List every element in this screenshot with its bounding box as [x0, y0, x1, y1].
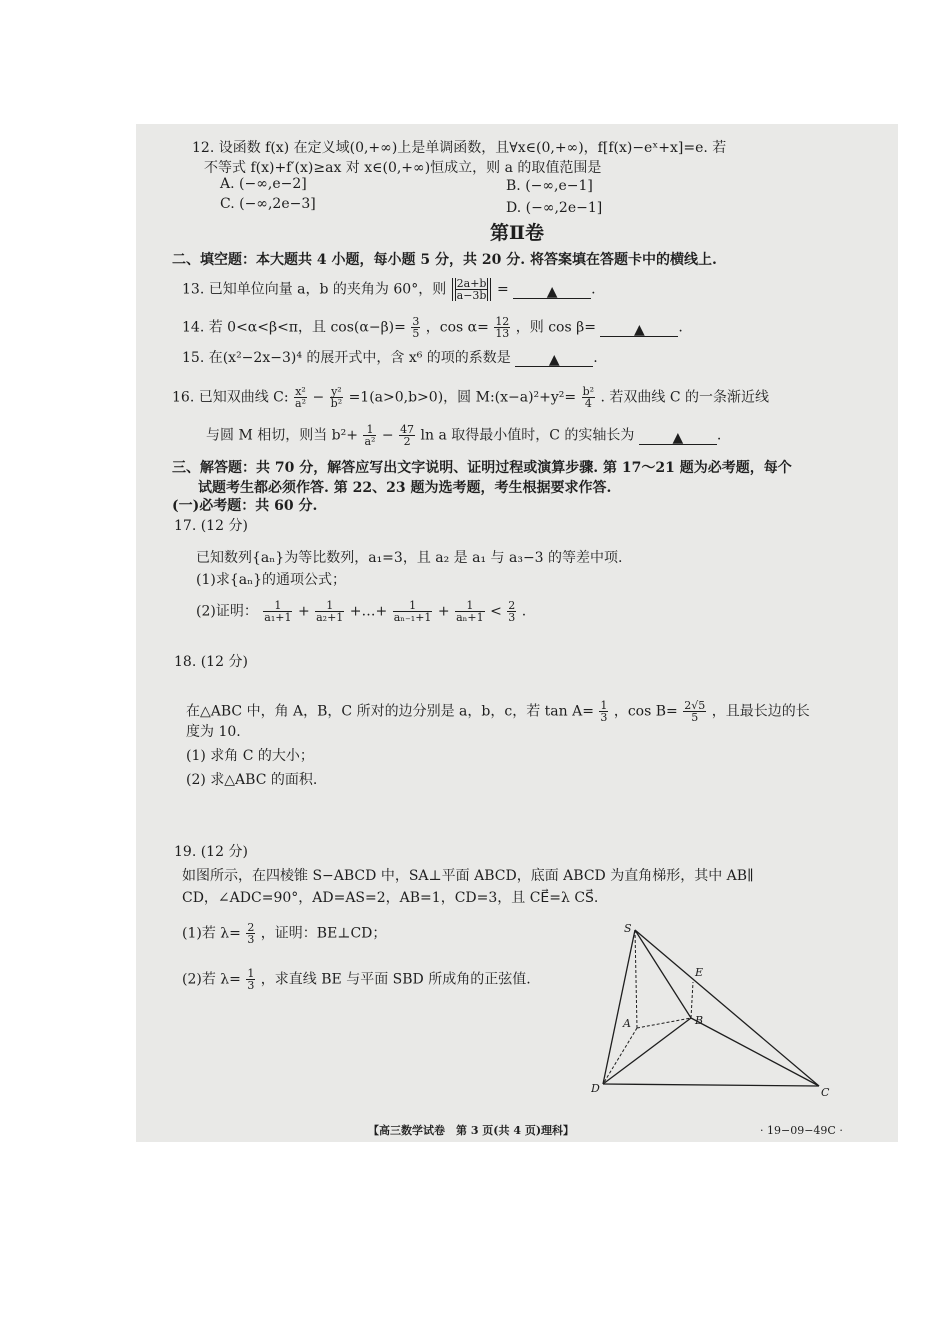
- q15-period: .: [593, 350, 598, 366]
- q16-period: .: [716, 427, 722, 444]
- q13-period: .: [591, 281, 596, 298]
- q14: [182, 316, 683, 339]
- q19-part1: [182, 922, 386, 945]
- solve-heading-1: 三、解答题：共 70 分，解答应写出文字说明、证明过程或演算步骤. 第 17～21 题为必考题，每个: [172, 460, 792, 476]
- q17-term-3: [393, 600, 433, 623]
- q15-answer-blank[interactable]: [515, 350, 593, 367]
- q18-f2-num: 2√5: [684, 699, 706, 712]
- triangle-icon: ▲: [672, 429, 684, 446]
- q14-f2-num: 12: [495, 315, 510, 328]
- q12-option-d: D. (−∞,2e−1]: [506, 200, 603, 216]
- q13-text: 13. 已知单位向量 a，b 的夹角为 60°，则: [182, 281, 447, 298]
- q17-t4-den: aₙ+1: [456, 611, 484, 624]
- q17-part1: (1)求{aₙ}的通项公式；: [196, 572, 347, 588]
- q16-fraction-4: [363, 424, 376, 447]
- triangle-icon: ▲: [548, 352, 560, 368]
- section-2-title: 第Ⅱ卷: [489, 222, 544, 244]
- q16-f3-num: b²: [582, 385, 595, 398]
- q17-t2-num: 1: [315, 600, 344, 612]
- q17-term-4: [455, 600, 485, 623]
- q19-lambda-1: [246, 922, 255, 945]
- exam-code: · 19−09−49C ·: [760, 1124, 843, 1137]
- q18-f1-den: 3: [600, 711, 608, 724]
- q19-p2-text: (2)若 λ=: [182, 971, 241, 988]
- q19-line2: CD，∠ADC=90°，AD=AS=2，AB=1，CD=3，且 CE⃗=λ CS⃗.: [182, 890, 599, 906]
- q16-line1: [172, 386, 769, 409]
- q17-term-1: [263, 600, 292, 623]
- q16-f5-den: 2: [403, 435, 411, 448]
- edge-db: [603, 1018, 691, 1084]
- q17-stem: 已知数列{aₙ}为等比数列，a₁=3，且 a₂ 是 a₁ 与 a₃−3 的等差中项.: [196, 550, 623, 566]
- q14-answer-blank[interactable]: [600, 320, 678, 337]
- label-b: B: [695, 1014, 704, 1027]
- edge-sc: [635, 930, 819, 1086]
- q18-f1-num: 1: [600, 699, 608, 712]
- q17-plus-1: +: [297, 603, 310, 620]
- q16-f2-den: b²: [330, 397, 343, 410]
- q12-line2: 不等式 f(x)+f′(x)≥ax 对 x∈(0,+∞)恒成立，则 a 的取值范围是: [204, 160, 602, 176]
- q19-p2-num: 1: [247, 967, 255, 980]
- label-e: E: [695, 966, 704, 979]
- q14-text: 14. 若 0<α<β<π，且 cos(α−β)=: [182, 319, 406, 336]
- q17-rhs-num: 2: [508, 599, 516, 612]
- q18-mid: ，cos B=: [613, 703, 678, 720]
- q14-f1-den: 5: [412, 327, 420, 340]
- q16-f3-den: 4: [584, 397, 592, 410]
- q12-option-b: B. (−∞,e−1]: [506, 178, 593, 194]
- q16-text: 16. 已知双曲线 C:: [172, 389, 289, 406]
- q14-period: .: [678, 319, 683, 336]
- q15-text: 15. 在(x²−2x−3)⁴ 的展开式中，含 x⁶ 的项的系数是: [182, 350, 511, 366]
- q17-rhs: [507, 600, 516, 623]
- page-footer: 【高三数学试卷 第 3 页(共 4 页)理科】: [368, 1124, 575, 1137]
- q12-option-a: A. (−∞,e−2]: [220, 176, 307, 192]
- q17-title: 17. (12 分): [174, 518, 248, 534]
- q17-plus-2: +: [437, 603, 450, 620]
- q19-p1-post: ，证明：BE⊥CD；: [260, 925, 387, 942]
- q18-text: 在△ABC 中，角 A，B，C 所对的边分别是 a，b，c，若 tan A=: [186, 703, 594, 720]
- q19-line1: 如图所示，在四棱锥 S−ABCD 中，SA⊥平面 ABCD，底面 ABCD 为直角梯形，其中 AB∥: [182, 868, 754, 884]
- q13-denominator: a−3b: [456, 289, 487, 302]
- q13: [182, 278, 596, 301]
- q19-p1-den: 3: [247, 933, 255, 946]
- fill-heading: 二、填空题：本大题共 4 小题，每小题 5 分，共 20 分. 将答案填在答题卡中的横线上.: [172, 252, 717, 268]
- edge-bc: [691, 1018, 819, 1086]
- edge-sd: [603, 930, 635, 1084]
- edge-ad: [603, 1028, 637, 1084]
- q14-f1-num: 3: [412, 315, 420, 328]
- q17-end: .: [521, 603, 527, 620]
- q19-p2-den: 3: [247, 979, 255, 992]
- q17-t1-den: a₁+1: [264, 611, 292, 624]
- label-s: S: [624, 924, 632, 935]
- q18-line2: 度为 10.: [186, 724, 241, 740]
- q19-part2: [182, 968, 531, 991]
- q17-rhs-den: 3: [508, 611, 516, 624]
- edge-be: [691, 982, 693, 1018]
- q12-line1: 12. 设函数 f(x) 在定义域(0,+∞)上是单调函数，且∀x∈(0,+∞)，f[f(x)−eˣ+x]=e. 若: [192, 140, 727, 156]
- label-a: A: [623, 1017, 631, 1030]
- edge-ab: [637, 1018, 691, 1028]
- q17-less-than: <: [490, 603, 502, 620]
- solve-heading-2: 试题考生都必须作答. 第 22、23 题为选考题，考生根据要求作答.: [198, 480, 612, 496]
- q19-title: 19. (12 分): [174, 844, 248, 860]
- q12-option-c: C. (−∞,2e−3]: [220, 196, 316, 212]
- pyramid-figure: [591, 924, 831, 1104]
- q17-dots: +…+: [349, 603, 388, 620]
- q19-p1-text: (1)若 λ=: [182, 925, 241, 942]
- q16-minus: −: [312, 389, 325, 406]
- q14-fraction-1: [411, 316, 420, 339]
- q16-f1-num: x²: [295, 385, 306, 398]
- triangle-icon: ▲: [634, 321, 645, 338]
- q17-t4-num: 1: [455, 600, 485, 612]
- q18-post: ，且最长边的长: [711, 703, 810, 720]
- q16-answer-blank[interactable]: [639, 428, 717, 445]
- q17-t3-den: aₙ₋₁+1: [393, 611, 432, 624]
- label-d: D: [591, 1082, 600, 1095]
- exam-page: [136, 124, 898, 1142]
- q16-mid: =1(a>0,b>0)，圆 M:(x−a)²+y²=: [348, 389, 577, 406]
- q17-t2-den: a₂+1: [316, 611, 344, 624]
- q14-mid: ，cos α=: [425, 319, 489, 336]
- q16-post: . 若双曲线 C 的一条渐近线: [600, 389, 770, 406]
- q16-l2a: 与圆 M 相切，则当 b²+: [206, 427, 358, 444]
- q17-part2-text: (2)证明：: [196, 603, 258, 620]
- q16-f4-num: 1: [363, 424, 376, 436]
- q16-f1-den: a²: [295, 397, 307, 410]
- required-heading: (一)必考题：共 60 分.: [172, 498, 318, 514]
- q14-post: ，则 cos β=: [515, 319, 596, 336]
- q16-l2c: ln a 取得最小值时，C 的实轴长为: [420, 427, 635, 444]
- q18-fraction-2: [683, 700, 706, 723]
- q18-part2: (2) 求△ABC 的面积.: [186, 772, 318, 788]
- q13-answer-blank[interactable]: [513, 282, 591, 299]
- q19-p2-post: ，求直线 BE 与平面 SBD 所成角的正弦值.: [260, 971, 531, 988]
- q18-line1: [186, 700, 810, 723]
- q16-fraction-1: [294, 386, 307, 409]
- q18-title: 18. (12 分): [174, 654, 248, 670]
- edge-sa: [635, 930, 637, 1028]
- triangle-icon: ▲: [546, 283, 558, 300]
- q17-t3-num: 1: [393, 600, 433, 612]
- q13-equals: =: [496, 281, 509, 298]
- q14-fraction-2: [494, 316, 510, 339]
- q16-f5-num: 47: [400, 423, 415, 436]
- q17-term-2: [315, 600, 344, 623]
- q17-part2: [196, 600, 526, 623]
- q13-fraction: [452, 278, 492, 301]
- q17-t1-num: 1: [263, 600, 292, 612]
- edge-dc: [603, 1084, 819, 1086]
- q18-f2-den: 5: [691, 711, 699, 724]
- q18-part1: (1) 求角 C 的大小；: [186, 748, 314, 764]
- q16-l2b: −: [381, 427, 394, 444]
- q16-fraction-3: [582, 386, 595, 409]
- q18-fraction-1: [599, 700, 608, 723]
- q15: [182, 348, 598, 368]
- q16-f2-num: y²: [331, 385, 342, 398]
- q16-line2: [206, 424, 721, 447]
- q19-p1-num: 2: [247, 921, 255, 934]
- label-c: C: [821, 1086, 830, 1099]
- q14-f2-den: 13: [495, 327, 510, 340]
- edge-sb: [635, 930, 691, 1018]
- q16-f4-den: a²: [364, 435, 376, 448]
- q16-fraction-2: [330, 386, 343, 409]
- q19-lambda-2: [246, 968, 255, 991]
- q13-numerator: 2a+b: [456, 277, 487, 290]
- q16-fraction-5: [399, 424, 415, 447]
